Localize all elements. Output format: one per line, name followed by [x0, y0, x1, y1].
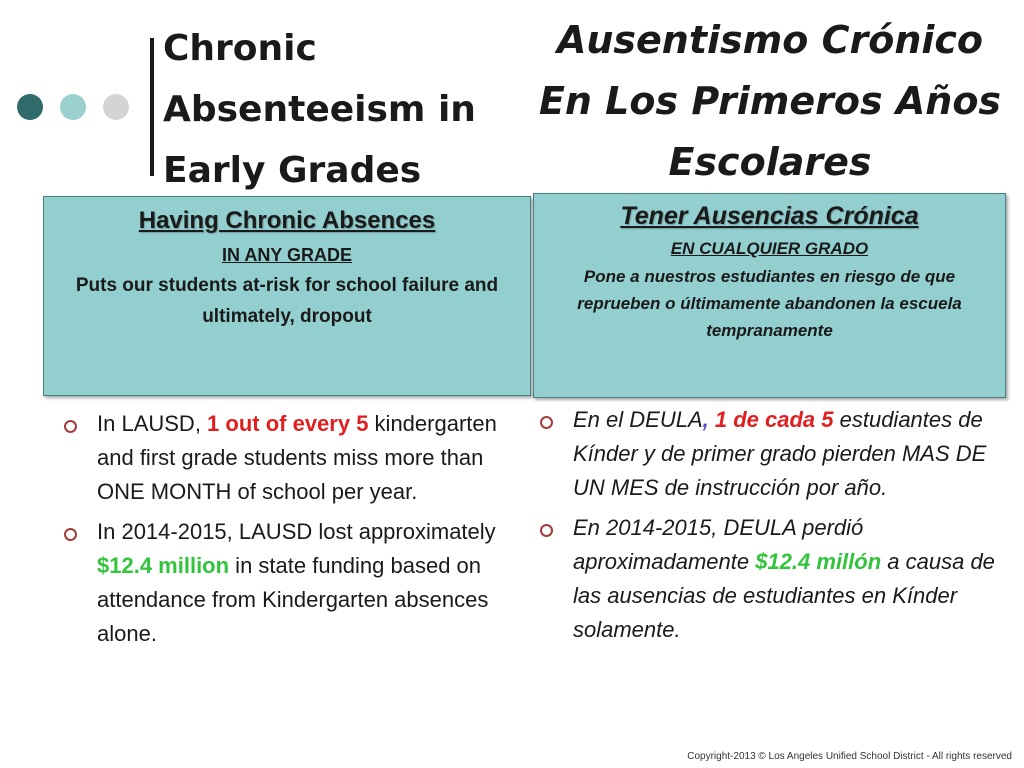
- bullet-ring-icon: [540, 416, 553, 429]
- bullet-text: En el DEULA: [573, 407, 703, 432]
- bullet-text: in state funding based on attendance from Kindergarten absences alone.: [97, 553, 489, 646]
- title-spanish-line2: En Los Primeros Años: [538, 79, 1002, 123]
- spanish-info-box: [533, 193, 1006, 398]
- spanish-box-heading: Tener Ausencias Crónica: [620, 202, 919, 230]
- bullet-highlight-red: 1 de cada 5: [708, 407, 834, 432]
- title-spanish-line3: Escolares: [668, 140, 872, 184]
- spanish-box-subheading: EN CUALQUIER GRADO: [670, 239, 869, 258]
- bullet-ring-icon: [64, 420, 77, 433]
- bullet-text: kindergarten and first grade students miss more than ONE MONTH of school per year.: [97, 411, 497, 504]
- english-info-box: [43, 196, 531, 396]
- english-box-heading: Having Chronic Absences: [138, 207, 436, 234]
- english-bullet-1: [64, 407, 514, 509]
- title-english-line2: Absenteeism in: [163, 89, 476, 130]
- english-box-subheading: IN ANY GRADE: [221, 245, 353, 265]
- english-bullet-2: [64, 515, 514, 651]
- bullet-highlight-red: 1 out of every 5: [207, 411, 369, 436]
- title-spanish-line1: Ausentismo Crónico: [556, 18, 984, 62]
- bullet-highlight-green: $12.4 millón: [755, 549, 882, 574]
- bullet-ring-icon: [64, 528, 77, 541]
- bullet-highlight-green: $12.4 million: [97, 553, 230, 578]
- title-english-line3: Early Grades: [163, 150, 422, 191]
- decorative-dot-gray: [103, 94, 129, 120]
- bullet-comma: ,: [702, 407, 709, 432]
- english-box-body: Puts our students at-risk for school failure and ultimately, dropout: [75, 275, 499, 327]
- title-english-line1: Chronic: [163, 28, 317, 69]
- english-bullet-list: [64, 407, 514, 657]
- bullet-ring-icon: [540, 524, 553, 537]
- decorative-dot-light: [60, 94, 86, 120]
- copyright-footer: Copyright-2013 © Los Angeles Unified School District - All rights reserved: [687, 751, 1012, 762]
- bullet-text: In LAUSD,: [97, 411, 208, 436]
- bullet-text: estudiantes de Kínder y de primer grado pierden MAS DE UN MES de instrucción por año.: [573, 407, 987, 500]
- spanish-bullet-2: [540, 511, 1010, 647]
- title-english: [163, 18, 523, 201]
- spanish-bullet-1: [540, 403, 1010, 505]
- bullet-text: En 2014-2015, DEULA perdió aproximadamente: [573, 515, 864, 574]
- spanish-bullet-list: [540, 403, 1010, 653]
- title-divider-bar: [150, 38, 154, 176]
- decorative-dot-dark: [17, 94, 43, 120]
- title-spanish: [530, 10, 1010, 193]
- bullet-text: In 2014-2015, LAUSD lost approximately: [97, 519, 496, 544]
- spanish-box-body: Pone a nuestros estudiantes en riesgo de que reprueben o últimamente abandonen la escuela tempranamente: [577, 267, 962, 340]
- bullet-text: a causa de las ausencias de estudiantes en Kínder solamente.: [573, 549, 995, 642]
